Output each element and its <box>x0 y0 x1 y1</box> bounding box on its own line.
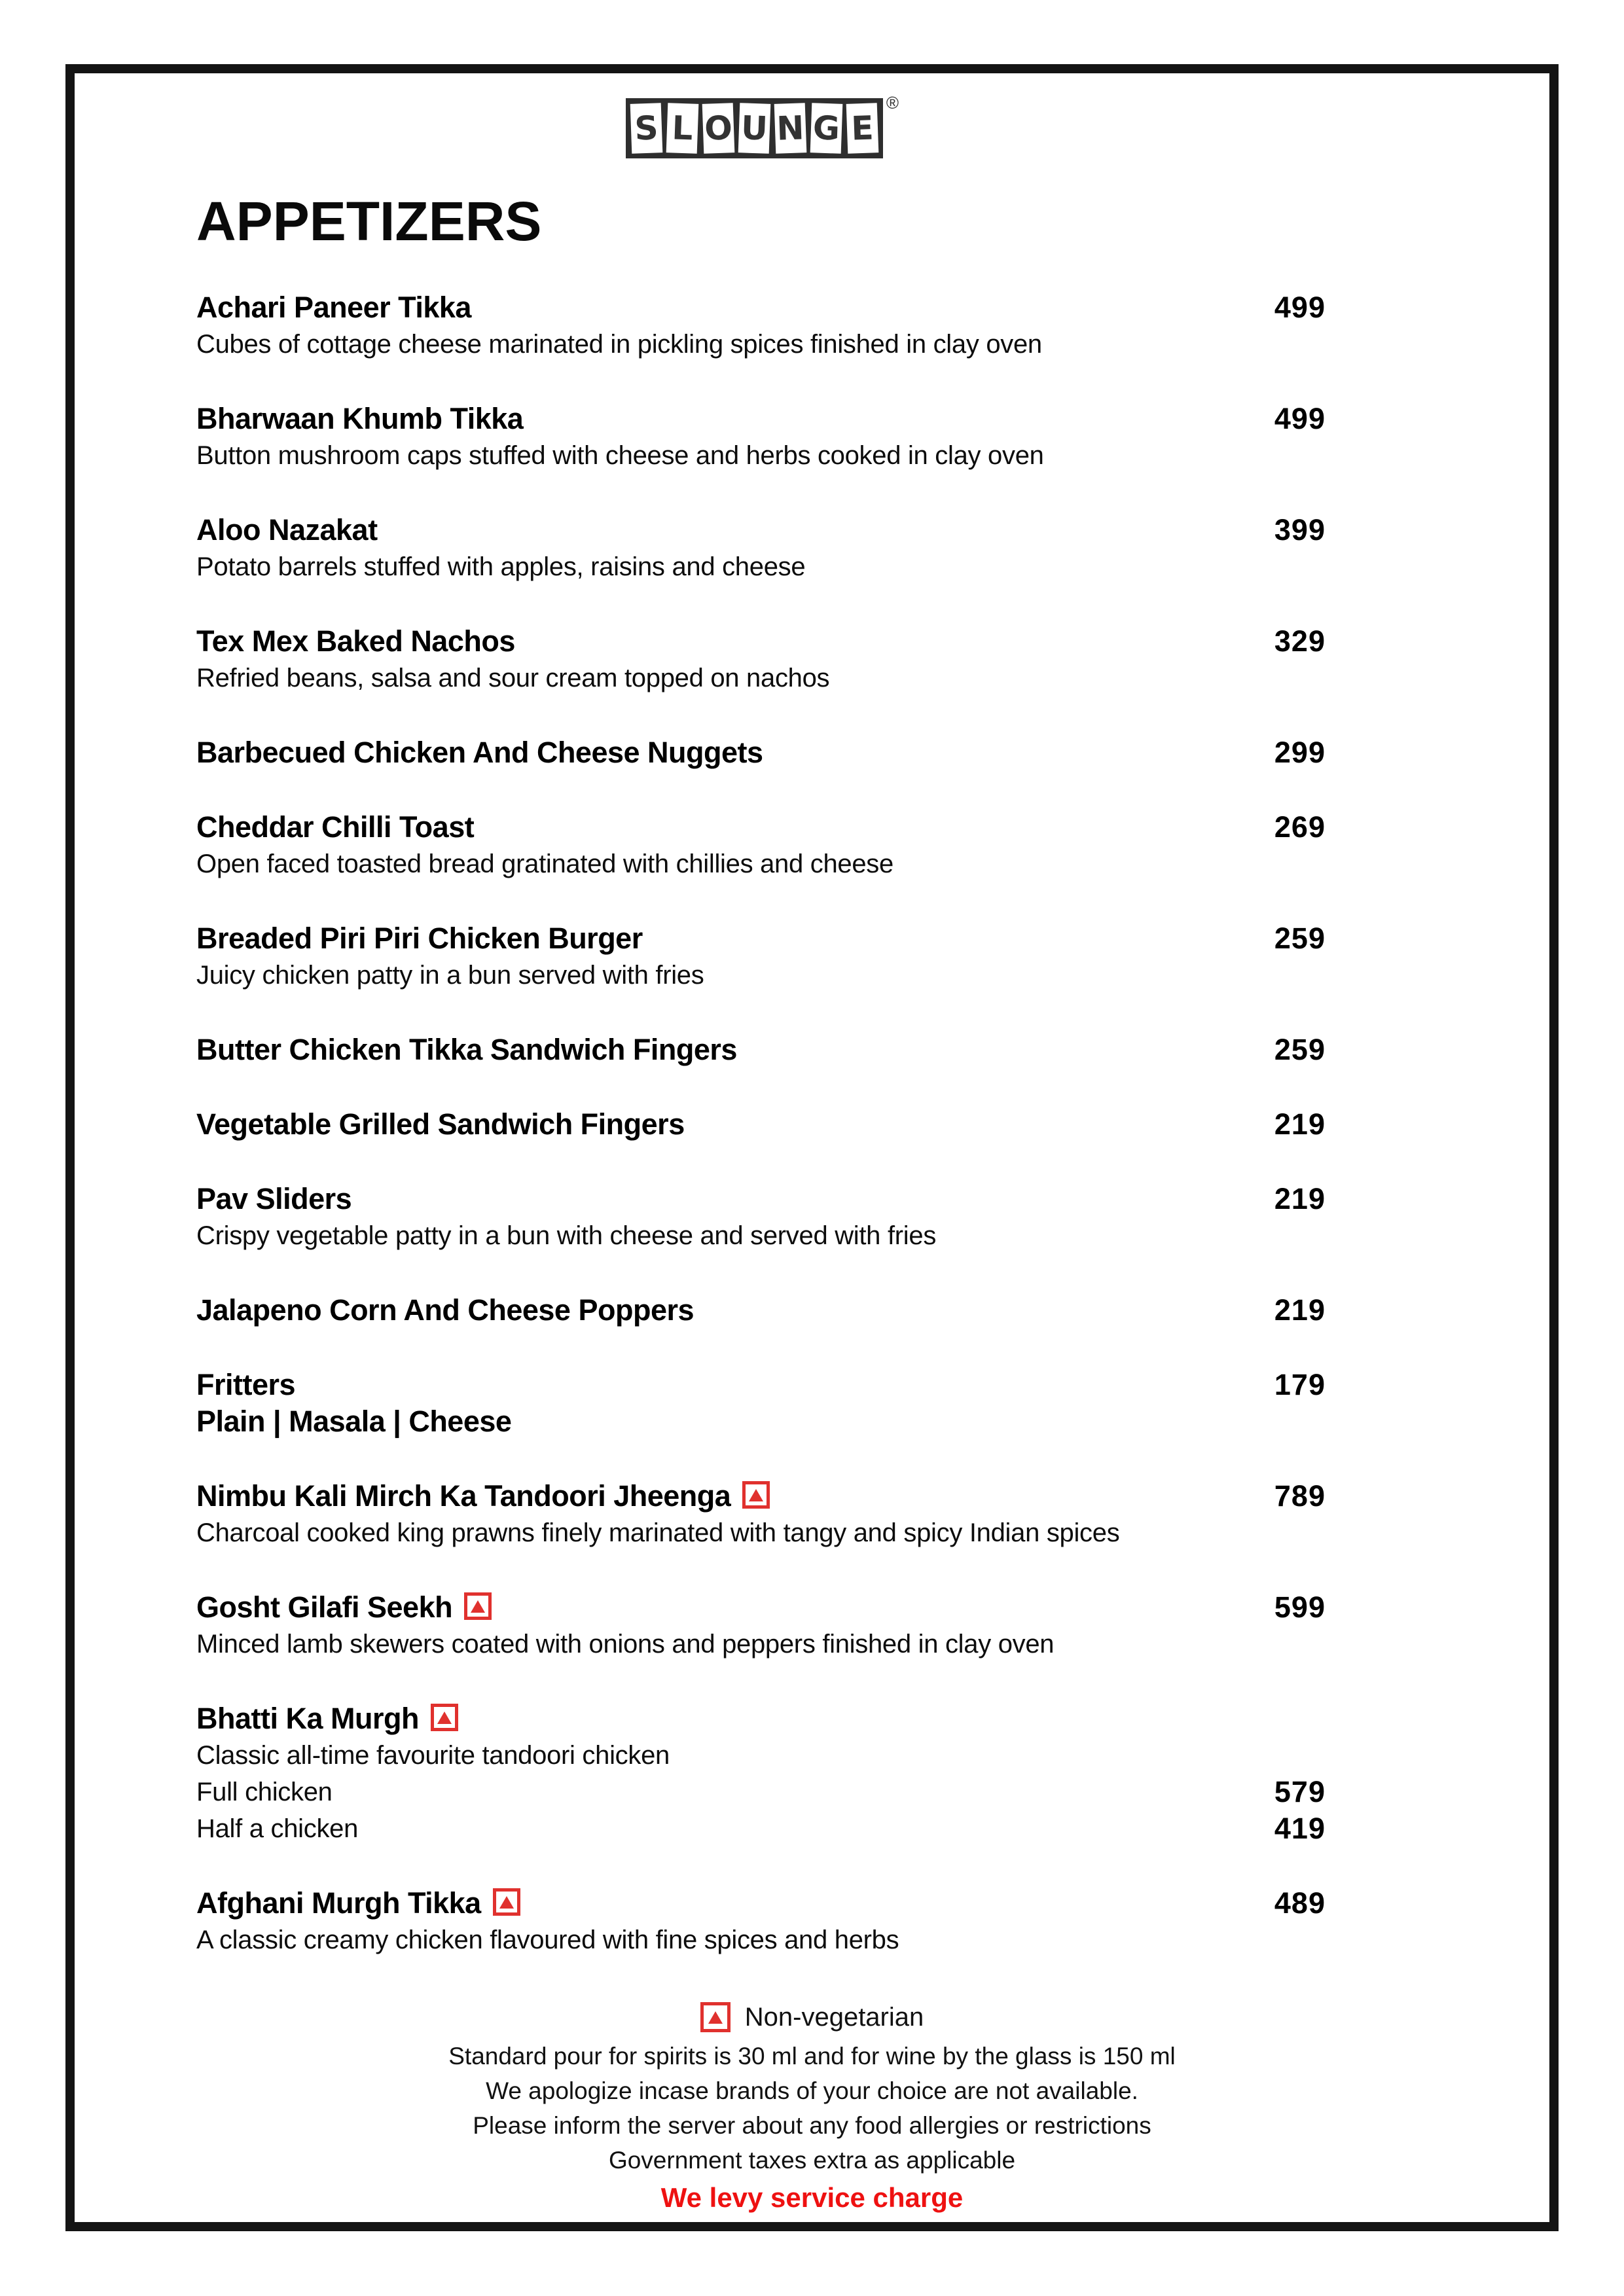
non-veg-icon <box>431 1704 458 1731</box>
variant-price: 419 <box>1274 1812 1326 1845</box>
non-veg-triangle <box>499 1896 514 1909</box>
item-description: Juicy chicken patty in a bun served with fries <box>196 961 704 990</box>
menu-item-name-wrap <box>196 1367 295 1403</box>
menu-item-head <box>196 920 1326 957</box>
menu-item-head <box>196 1589 1326 1626</box>
item-name: Cheddar Chilli Toast <box>196 810 475 844</box>
logo-letter: N <box>774 103 807 154</box>
logo-row <box>25 93 1500 158</box>
menu-item-head <box>196 1106 1326 1143</box>
menu-item-name-wrap <box>196 623 515 660</box>
menu-item-name-wrap <box>196 1478 770 1515</box>
logo-letter: G <box>810 103 843 154</box>
non-veg-triangle <box>437 1712 452 1724</box>
item-name: Vegetable Grilled Sandwich Fingers <box>196 1107 685 1141</box>
item-price: 489 <box>1274 1886 1326 1920</box>
menu-item <box>196 1885 1326 1958</box>
menu-item-head <box>196 623 1326 660</box>
menu-item <box>196 1700 1326 1847</box>
menu-content <box>75 190 1549 1958</box>
item-price: 789 <box>1274 1479 1326 1513</box>
item-name: Barbecued Chicken And Cheese Nuggets <box>196 736 763 769</box>
slounge-logo <box>626 93 899 158</box>
menu-item-name-wrap <box>196 1885 520 1922</box>
item-name: Butter Chicken Tikka Sandwich Fingers <box>196 1033 737 1066</box>
item-name: Afghani Murgh Tikka <box>196 1886 481 1920</box>
item-price: 219 <box>1274 1107 1326 1141</box>
logo-letter: S <box>630 103 663 154</box>
item-price: 599 <box>1274 1590 1326 1624</box>
menu-item-name-wrap <box>196 1106 685 1143</box>
menu-item <box>196 289 1326 363</box>
menu-item-name-wrap <box>196 289 471 326</box>
menu-item-name-wrap <box>196 401 523 437</box>
footer-note: Government taxes extra as applicable <box>608 2147 1016 2174</box>
variant-price: 579 <box>1274 1775 1326 1808</box>
menu-item-head <box>196 289 1326 326</box>
non-veg-triangle <box>471 1600 485 1613</box>
item-price: 219 <box>1274 1293 1326 1327</box>
item-description: Button mushroom caps stuffed with cheese and herbs cooked in clay oven <box>196 441 1044 470</box>
item-price: 399 <box>1274 513 1326 547</box>
item-name: Breaded Piri Piri Chicken Burger <box>196 922 643 955</box>
variant-label: Full chicken <box>196 1778 333 1806</box>
footer-note: Please inform the server about any food allergies or restrictions <box>473 2112 1151 2139</box>
menu-item-name-wrap <box>196 1181 352 1217</box>
footer-note: We apologize incase brands of your choice are not available. <box>486 2077 1138 2104</box>
non-veg-icon <box>742 1481 770 1509</box>
registered-trademark: ® <box>886 93 899 113</box>
menu-item-head <box>196 1367 1326 1403</box>
footer-notes <box>75 2039 1549 2178</box>
item-description: Minced lamb skewers coated with onions and peppers finished in clay oven <box>196 1630 1055 1659</box>
menu-item <box>196 401 1326 474</box>
logo-letter: O <box>702 103 735 154</box>
item-description: A classic creamy chicken flavoured with fine spices and herbs <box>196 1926 899 1954</box>
menu-item-head <box>196 1292 1326 1329</box>
menu-item-name-wrap <box>196 809 474 846</box>
menu-item <box>196 1181 1326 1254</box>
menu-item <box>196 1031 1326 1068</box>
menu-item <box>196 512 1326 585</box>
menu-item-name-wrap <box>196 1589 492 1626</box>
item-variant-row <box>196 1774 1326 1810</box>
item-description: Refried beans, salsa and sour cream topped on nachos <box>196 664 830 692</box>
logo-letter: E <box>846 103 879 154</box>
menu-item-head <box>196 1885 1326 1922</box>
item-description: Open faced toasted bread gratinated with chillies and cheese <box>196 850 893 878</box>
item-name: Pav Sliders <box>196 1182 352 1215</box>
item-price: 499 <box>1274 402 1326 435</box>
logo-letter: U <box>738 103 771 154</box>
item-price: 259 <box>1274 1033 1326 1066</box>
item-variant-row <box>196 1810 1326 1847</box>
menu-item-head <box>196 1478 1326 1515</box>
menu-item-head <box>196 401 1326 437</box>
menu-item <box>196 1367 1326 1440</box>
menu-item-name-wrap <box>196 1292 694 1329</box>
logo-letter-boxes <box>626 98 883 158</box>
menu-item-head <box>196 734 1326 771</box>
menu-item <box>196 623 1326 696</box>
menu-item-head <box>196 809 1326 846</box>
item-price: 269 <box>1274 810 1326 844</box>
item-name: Bhatti Ka Murgh <box>196 1702 419 1735</box>
item-name: Achari Paneer Tikka <box>196 291 471 324</box>
item-description: Cubes of cottage cheese marinated in pickling spices finished in clay oven <box>196 330 1042 359</box>
item-description: Charcoal cooked king prawns finely marinated with tangy and spicy Indian spices <box>196 1518 1120 1547</box>
menu-item-head <box>196 1031 1326 1068</box>
item-description: Crispy vegetable patty in a bun with cheese and served with fries <box>196 1221 937 1250</box>
menu-item <box>196 809 1326 882</box>
item-price: 499 <box>1274 291 1326 324</box>
item-name: Nimbu Kali Mirch Ka Tandoori Jheenga <box>196 1479 731 1513</box>
item-name: Gosht Gilafi Seekh <box>196 1590 453 1624</box>
menu-item-head <box>196 1700 1326 1737</box>
menu-item <box>196 734 1326 771</box>
menu-item <box>196 920 1326 994</box>
non-veg-legend <box>75 2002 1549 2032</box>
item-description: Potato barrels stuffed with apples, raisins and cheese <box>196 552 806 581</box>
variant-label: Half a chicken <box>196 1814 359 1843</box>
item-name: Jalapeno Corn And Cheese Poppers <box>196 1293 695 1327</box>
footer-note: Standard pour for spirits is 30 ml and for wine by the glass is 150 ml <box>448 2043 1176 2070</box>
non-veg-icon <box>493 1888 520 1916</box>
item-name: Bharwaan Khumb Tikka <box>196 402 524 435</box>
menu-footer <box>75 2002 1549 2217</box>
item-price: 179 <box>1274 1368 1326 1401</box>
non-veg-icon <box>700 2002 731 2032</box>
item-price: 259 <box>1274 922 1326 955</box>
item-name: Tex Mex Baked Nachos <box>196 624 515 658</box>
logo-letter: L <box>666 103 699 154</box>
menu-item-name-wrap <box>196 734 763 771</box>
menu-item <box>196 1292 1326 1329</box>
menu-item-name-wrap <box>196 512 378 548</box>
page-border-frame <box>65 64 1559 2231</box>
menu-item <box>196 1589 1326 1662</box>
item-name: Fritters <box>196 1368 296 1401</box>
service-charge-note: We levy service charge <box>660 2182 964 2213</box>
menu-item-name-wrap <box>196 1031 737 1068</box>
legend-label: Non-vegetarian <box>744 2002 924 2032</box>
menu-item-head <box>196 512 1326 548</box>
non-veg-triangle <box>749 1489 763 1501</box>
item-price: 299 <box>1274 736 1326 769</box>
item-variant-options: Plain | Masala | Cheese <box>196 1405 512 1438</box>
item-price: 329 <box>1274 624 1326 658</box>
menu-items-list <box>196 289 1326 1958</box>
item-price: 219 <box>1274 1182 1326 1215</box>
menu-item <box>196 1478 1326 1551</box>
page-title: APPETIZERS <box>196 190 542 252</box>
menu-item-name-wrap <box>196 1700 458 1737</box>
item-name: Aloo Nazakat <box>196 513 378 547</box>
non-veg-icon <box>464 1592 492 1620</box>
item-description: Classic all-time favourite tandoori chicken <box>196 1741 670 1770</box>
menu-item-head <box>196 1181 1326 1217</box>
non-veg-triangle <box>708 2011 723 2024</box>
menu-item <box>196 1106 1326 1143</box>
menu-item-name-wrap <box>196 920 643 957</box>
